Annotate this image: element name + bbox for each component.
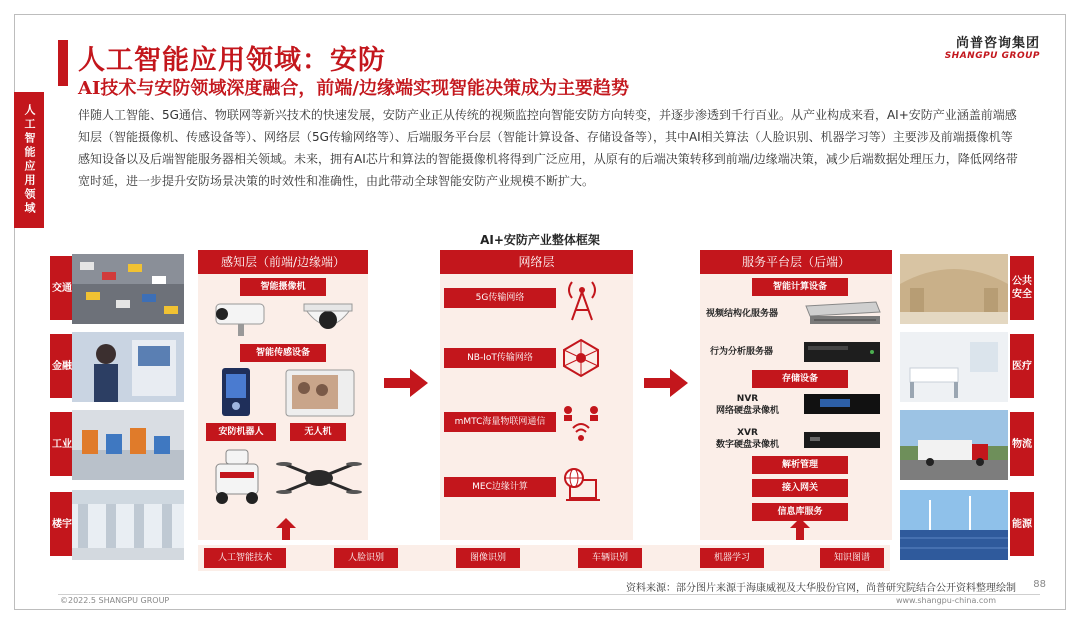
label-behavior-server: 行为分析服务器 <box>710 347 774 357</box>
tag-info-db-service: 信息库服务 <box>752 503 848 521</box>
tag-mec-computing: MEC边缘计算 <box>444 477 556 497</box>
scene-label-traffic: 交通 <box>50 256 74 320</box>
tag-smart-sensor: 智能传感设备 <box>240 344 326 362</box>
intercom-screen-image <box>284 368 356 418</box>
scene-label-energy: 能源 <box>1010 492 1034 556</box>
finance-photo <box>72 332 184 402</box>
security-robot-image <box>206 448 268 506</box>
company-logo <box>945 32 1040 61</box>
network-layer-header: 网络层 <box>440 250 633 274</box>
laptop-globe-icon <box>560 466 604 506</box>
logistics-photo <box>900 410 1008 480</box>
framework-title: AI+安防产业整体框架 <box>480 233 600 247</box>
tech-image-recognition: 图像识别 <box>456 548 520 568</box>
traffic-photo <box>72 254 184 324</box>
tag-mmtc-network: mMTC海量物联网通信 <box>444 412 556 432</box>
scene-label-logistics: 物流 <box>1010 412 1034 476</box>
logo-en: SHANGPU GROUP <box>944 51 1040 61</box>
xvr-image <box>800 428 882 452</box>
logo-cn: 尚普咨询集团 <box>955 36 1040 51</box>
footer-website: www.shangpu-china.com <box>895 596 996 605</box>
arrow-up-icon <box>276 518 296 540</box>
public-safety-photo <box>900 254 1008 324</box>
access-panel-image <box>218 366 254 418</box>
tech-face-recognition: 人脸识别 <box>334 548 398 568</box>
users-signal-icon <box>560 402 602 444</box>
footer-copyright: ©2022.5 SHANGPU GROUP <box>60 596 170 605</box>
scene-label-industry: 工业 <box>50 412 74 476</box>
intro-paragraph: 伴随人工智能、5G通信、物联网等新兴技术的快速发展，安防产业正从传统的视频监控向智能安防方向转变，并逐步渗透到千行百业。从产业构成来看，AI+安防产业涵盖前端感知层（智能摄像机、传感设备等）、网络层（5G传输网络等）、后端服务平台层（智能计算设备、存储设备等），其中AI相关算法（人脸识别、机器学习等）主要涉及前端摄像机等感知设备以及后端智能服务器相关领域。未来，拥有AI芯片和算法的智能摄像机将得到广泛应用，从原有的后端决策转移到前端/边缘端决策，减少后端数据处理压力，降低网络带宽时延，进一步提升安防场景决策的时效性和准确性，由此带动全球智能安防产业规模不断扩大。 <box>78 108 1018 188</box>
tech-vehicle-recognition: 车辆识别 <box>578 548 642 568</box>
energy-photo <box>900 490 1008 560</box>
tag-security-robot: 安防机器人 <box>206 423 276 441</box>
technology-band <box>198 545 890 571</box>
medical-photo <box>900 332 1008 402</box>
tag-smart-camera: 智能摄像机 <box>240 278 326 296</box>
nvr-image <box>800 390 882 418</box>
network-node-icon <box>560 338 602 378</box>
arrow-up-icon <box>790 518 810 540</box>
tech-knowledge-graph: 知识图谱 <box>820 548 884 568</box>
bullet-camera-image <box>208 298 270 338</box>
section-tab: 人工智能应用领域 <box>14 92 44 228</box>
tag-parse-management: 解析管理 <box>752 456 848 474</box>
page-subtitle: AI技术与安防领域深度融合，前端/边缘端实现智能决策成为主要趋势 <box>78 78 629 99</box>
building-photo <box>72 490 184 560</box>
tech-machine-learning: 机器学习 <box>700 548 764 568</box>
tag-access-gateway: 接入网关 <box>752 479 848 497</box>
tag-drone: 无人机 <box>290 423 346 441</box>
tag-storage: 存储设备 <box>752 370 848 388</box>
page-number: 88 <box>1033 579 1046 590</box>
label-xvr: XVR 数字硬盘录像机 <box>716 428 780 450</box>
scene-label-building: 楼宇 <box>50 492 74 556</box>
source-note: 资料来源：部分图片来源于海康威视及大华股份官网，尚普研究院结合公开资料整理绘制 <box>626 583 1016 594</box>
arrow-right-icon <box>644 369 688 397</box>
dome-camera-image <box>298 296 358 340</box>
tag-nbiot-network: NB-IoT传输网络 <box>444 348 556 368</box>
antenna-icon <box>562 278 602 322</box>
scene-label-public-safety: 公共安全 <box>1010 256 1034 320</box>
tech-ai: 人工智能技术 <box>204 548 286 568</box>
label-video-server: 视频结构化服务器 <box>706 309 779 319</box>
service-layer-header: 服务平台层（后端） <box>700 250 892 274</box>
tag-5g-network: 5G传输网络 <box>444 288 556 308</box>
scene-label-medical: 医疗 <box>1010 334 1034 398</box>
server-image <box>800 298 882 328</box>
arrow-right-icon <box>384 369 428 397</box>
scene-label-finance: 金融 <box>50 334 74 398</box>
page-title: 人工智能应用领域：安防 <box>78 45 386 76</box>
footer-divider <box>58 594 1040 595</box>
server-black-image <box>800 338 882 366</box>
label-nvr: NVR 网络硬盘录像机 <box>716 394 780 416</box>
perception-layer-header: 感知层（前端/边缘端） <box>198 250 368 274</box>
tag-smart-computing: 智能计算设备 <box>752 278 848 296</box>
industry-photo <box>72 410 184 480</box>
drone-image <box>276 452 362 500</box>
title-accent-bar <box>58 40 68 86</box>
